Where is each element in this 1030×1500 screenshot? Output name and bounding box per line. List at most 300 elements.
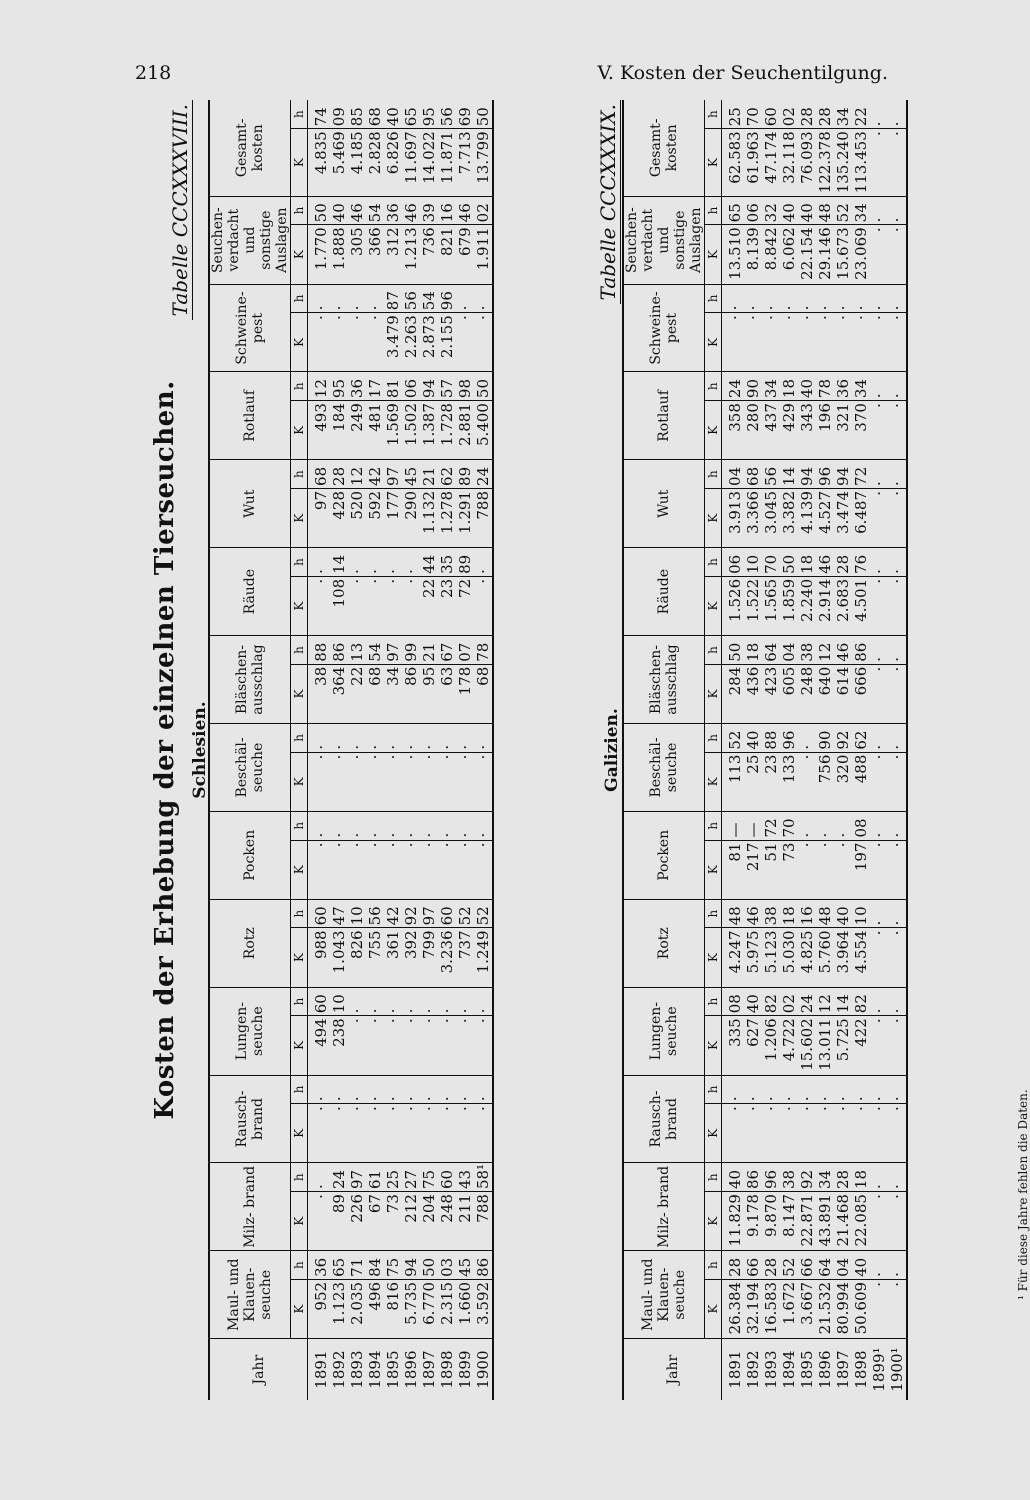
kronen-cell: 2.683 — [834, 576, 852, 635]
kronen-cell: · — [308, 313, 331, 372]
kronen-cell: 4.185 — [348, 129, 366, 196]
heller-cell: 28 — [722, 1251, 745, 1280]
year-cell: 1896 — [402, 1350, 420, 1389]
region-heading-galizien: Galizien. — [602, 708, 622, 792]
kronen-cell: 1.278 — [438, 488, 456, 547]
heller-cell: 18 — [744, 636, 762, 665]
kronen-cell: 5.735 — [402, 1279, 420, 1338]
heller-cell: 07 — [456, 636, 474, 665]
heller-cell: 96 — [762, 1163, 780, 1192]
unit-header-heller: h — [291, 100, 308, 129]
kronen-cell: 212 — [402, 1192, 420, 1251]
heller-cell: 60 — [438, 899, 456, 928]
unit-header-kronen: K — [705, 488, 722, 547]
heller-cell: 92 — [402, 899, 420, 928]
kronen-cell: 1.522 — [744, 576, 762, 635]
heller-cell: · — [888, 987, 907, 1016]
heller-cell: 25 — [384, 1163, 402, 1192]
heller-cell: · — [402, 811, 420, 840]
kronen-cell: · — [744, 313, 762, 372]
kronen-cell: 81 — [722, 840, 745, 899]
kronen-cell: · — [456, 752, 474, 811]
heller-cell: 52 — [474, 899, 493, 928]
unit-header-kronen: K — [705, 752, 722, 811]
kronen-cell: · — [780, 1104, 798, 1163]
kronen-cell: · — [870, 1016, 888, 1075]
heller-cell: 28 — [762, 1251, 780, 1280]
kronen-cell: 6.770 — [420, 1279, 438, 1338]
kronen-cell: 640 — [816, 664, 834, 723]
heller-cell: 72 — [762, 811, 780, 840]
heller-cell: 65 — [402, 100, 420, 129]
kronen-cell: · — [348, 752, 366, 811]
heller-cell: 44 — [420, 548, 438, 577]
kronen-cell: 1.502 — [402, 401, 420, 460]
kronen-cell: · — [402, 576, 420, 635]
unit-header-heller: h — [291, 372, 308, 401]
kronen-cell: 67 — [366, 1192, 384, 1251]
kronen-cell: 2.240 — [798, 576, 816, 635]
column-header-disease: Lungen- seuche — [623, 987, 705, 1075]
kronen-cell: 437 — [762, 401, 780, 460]
kronen-cell: 6.062 — [780, 225, 798, 284]
unit-header-heller: h — [705, 284, 722, 313]
heller-cell: 03 — [438, 1251, 456, 1280]
kronen-cell: 21.532 — [816, 1279, 834, 1338]
heller-cell: · — [366, 284, 384, 313]
heller-cell: · — [870, 724, 888, 753]
heller-cell: 90 — [816, 724, 834, 753]
kronen-cell: 488 — [852, 752, 870, 811]
kronen-cell: 4.722 — [780, 1016, 798, 1075]
heller-cell: 34 — [816, 1163, 834, 1192]
heller-cell: · — [780, 284, 798, 313]
kronen-cell: · — [870, 840, 888, 899]
heller-cell: 75 — [420, 1163, 438, 1192]
heller-cell: · — [330, 284, 348, 313]
kronen-cell: 50.609 — [852, 1279, 870, 1338]
heller-cell: · — [308, 724, 331, 753]
kronen-cell: · — [420, 840, 438, 899]
kronen-cell: 4.835 — [308, 129, 331, 196]
heller-cell: 08 — [852, 811, 870, 840]
unit-header-kronen: K — [291, 1016, 308, 1075]
kronen-cell: 2.828 — [366, 129, 384, 196]
kronen-cell: 43.891 — [816, 1192, 834, 1251]
year-cell: 1898 — [852, 1350, 870, 1389]
kronen-cell: 1.859 — [780, 576, 798, 635]
table-row — [456, 100, 474, 1400]
kronen-cell: 428 — [330, 488, 348, 547]
heller-cell: 46 — [744, 899, 762, 928]
footnote: ¹ Für diese Jahre fehlen die Daten. — [1016, 1089, 1030, 1300]
kronen-cell: 113 — [722, 752, 745, 811]
unit-header-kronen: K — [291, 576, 308, 635]
kronen-cell: · — [888, 225, 907, 284]
heller-cell: 99 — [402, 636, 420, 665]
heller-cell: 47 — [330, 899, 348, 928]
kronen-cell: 23 — [438, 576, 456, 635]
kronen-cell: 423 — [762, 664, 780, 723]
heller-cell: 08 — [722, 987, 745, 1016]
kronen-cell: · — [870, 1279, 888, 1338]
heller-cell: 38 — [798, 636, 816, 665]
kronen-cell: 1.565 — [762, 576, 780, 635]
heller-cell: 39 — [420, 196, 438, 225]
heller-cell: 94 — [402, 1251, 420, 1280]
kronen-cell: 679 — [456, 225, 474, 284]
heller-cell: — — [722, 811, 745, 840]
kronen-cell: 481 — [366, 401, 384, 460]
heller-cell: · — [870, 372, 888, 401]
kronen-cell: · — [722, 1104, 745, 1163]
kronen-cell: · — [816, 1104, 834, 1163]
heller-cell: · — [348, 548, 366, 577]
kronen-cell: 5.725 — [834, 1016, 852, 1075]
unit-header-heller: h — [705, 460, 722, 489]
heller-cell: · — [366, 548, 384, 577]
kronen-cell: · — [870, 129, 888, 196]
kronen-cell: · — [456, 313, 474, 372]
unit-header-kronen: K — [291, 1279, 308, 1338]
kronen-cell: 5.975 — [744, 928, 762, 987]
table-row — [348, 100, 366, 1400]
heller-cell: 78 — [474, 636, 493, 665]
table-row — [816, 100, 834, 1400]
heller-cell: · — [384, 811, 402, 840]
year-cell: 1892 — [330, 1350, 348, 1389]
kronen-cell: 89 — [330, 1192, 348, 1251]
unit-header-heller: h — [291, 899, 308, 928]
heller-cell: 36 — [834, 372, 852, 401]
heller-cell: 48 — [816, 196, 834, 225]
unit-header-kronen: K — [291, 1104, 308, 1163]
column-header-disease: Rotlauf — [209, 372, 291, 460]
unit-header-heller: h — [291, 284, 308, 313]
heller-cell: 88 — [762, 724, 780, 753]
kronen-cell: 496 — [366, 1279, 384, 1338]
kronen-cell: 3.236 — [438, 928, 456, 987]
kronen-cell: · — [722, 313, 745, 372]
heller-cell: · — [722, 1075, 745, 1104]
kronen-cell: 5.469 — [330, 129, 348, 196]
heller-cell: · — [762, 1075, 780, 1104]
kronen-cell: 1.672 — [780, 1279, 798, 1338]
unit-header-heller: h — [705, 899, 722, 928]
unit-header-kronen: K — [705, 313, 722, 372]
kronen-cell: 23 — [762, 752, 780, 811]
heller-cell: 24 — [798, 987, 816, 1016]
unit-header-kronen: K — [705, 1016, 722, 1075]
column-header-disease: Milz- brand — [623, 1163, 705, 1251]
heller-cell: · — [402, 1075, 420, 1104]
column-header-disease: Maul- und Klauen- seuche — [209, 1251, 291, 1339]
kronen-cell: · — [870, 752, 888, 811]
unit-header-kronen: K — [705, 1104, 722, 1163]
heller-cell: · — [474, 987, 493, 1016]
table-row — [744, 100, 762, 1400]
kronen-cell: 366 — [366, 225, 384, 284]
kronen-cell: 3.479 — [384, 313, 402, 372]
unit-header-kronen: K — [705, 664, 722, 723]
kronen-cell: 13.510 — [722, 225, 745, 284]
unit-header-kronen: K — [291, 1192, 308, 1251]
heller-cell: · — [366, 811, 384, 840]
heller-cell: · — [870, 811, 888, 840]
unit-header-heller: h — [291, 987, 308, 1016]
kronen-cell: 358 — [722, 401, 745, 460]
heller-cell: · — [348, 284, 366, 313]
heller-cell: · — [384, 724, 402, 753]
kronen-cell: 988 — [308, 928, 331, 987]
kronen-cell: 204 — [420, 1192, 438, 1251]
kronen-cell: 3.474 — [834, 488, 852, 547]
heller-cell: · — [852, 284, 870, 313]
heller-cell: 56 — [402, 284, 420, 313]
heller-cell: 45 — [456, 1251, 474, 1280]
kronen-cell: · — [402, 1104, 420, 1163]
heller-cell: 62 — [852, 724, 870, 753]
heller-cell: 13 — [348, 636, 366, 665]
heller-cell: 21 — [420, 636, 438, 665]
column-header-disease: Rausch- brand — [623, 1075, 705, 1163]
heller-cell: · — [888, 100, 907, 129]
kronen-cell: 9.870 — [762, 1192, 780, 1251]
kronen-cell: · — [456, 1104, 474, 1163]
kronen-cell: 21.468 — [834, 1192, 852, 1251]
kronen-cell: · — [366, 313, 384, 372]
heller-cell: 56 — [762, 460, 780, 489]
kronen-cell: 177 — [384, 488, 402, 547]
kronen-cell: 68 — [474, 664, 493, 723]
heller-cell: · — [744, 284, 762, 313]
kronen-cell: 3.667 — [798, 1279, 816, 1338]
heller-cell: 56 — [438, 100, 456, 129]
kronen-cell: 15.673 — [834, 225, 852, 284]
heller-cell: 10 — [330, 987, 348, 1016]
heller-cell: 18 — [780, 372, 798, 401]
kronen-cell: 122.378 — [816, 129, 834, 196]
kronen-cell: · — [474, 313, 493, 372]
kronen-cell: 61.963 — [744, 129, 762, 196]
heller-cell: 14 — [330, 548, 348, 577]
kronen-cell: · — [402, 752, 420, 811]
kronen-cell: 8.842 — [762, 225, 780, 284]
heller-cell: 92 — [834, 724, 852, 753]
kronen-cell: · — [348, 1016, 366, 1075]
kronen-cell: 113.453 — [852, 129, 870, 196]
kronen-cell: 2.914 — [816, 576, 834, 635]
heller-cell: · — [366, 1075, 384, 1104]
kronen-cell: 73 — [384, 1192, 402, 1251]
kronen-cell: 429 — [780, 401, 798, 460]
unit-header-heller: h — [291, 1251, 308, 1280]
heller-cell: · — [798, 811, 816, 840]
kronen-cell: 2.263 — [402, 313, 420, 372]
kronen-cell: · — [888, 1104, 907, 1163]
kronen-cell: 5.123 — [762, 928, 780, 987]
heller-cell: 95 — [420, 100, 438, 129]
heller-cell: · — [888, 811, 907, 840]
kronen-cell: 63 — [438, 664, 456, 723]
kronen-cell: 952 — [308, 1279, 331, 1338]
kronen-cell: · — [474, 576, 493, 635]
table-galizien — [622, 100, 908, 1400]
heller-cell: 76 — [852, 548, 870, 577]
kronen-cell: 133 — [780, 752, 798, 811]
kronen-cell: · — [888, 488, 907, 547]
column-header-disease: Seuchen- verdacht und sonstige Auslagen — [209, 196, 291, 284]
heller-cell: 52 — [722, 724, 745, 753]
column-header-disease: Beschäl- seuche — [209, 724, 291, 812]
kronen-cell: 178 — [456, 664, 474, 723]
kronen-cell: 1.911 — [474, 225, 493, 284]
kronen-cell: 8.139 — [744, 225, 762, 284]
kronen-cell: 1.249 — [474, 928, 493, 987]
kronen-cell: 614 — [834, 664, 852, 723]
heller-cell: 36 — [384, 196, 402, 225]
column-header-disease: Bläschen- ausschlag — [209, 636, 291, 724]
heller-cell: 62 — [438, 460, 456, 489]
region-heading-schlesien: Schlesien. — [190, 701, 210, 799]
heller-cell: 66 — [798, 1251, 816, 1280]
heller-cell: · — [816, 1075, 834, 1104]
kronen-cell: · — [474, 752, 493, 811]
heller-cell: 27 — [402, 1163, 420, 1192]
kronen-cell: 95 — [420, 664, 438, 723]
unit-header-kronen: K — [705, 840, 722, 899]
heller-cell: 95 — [330, 372, 348, 401]
unit-header-kronen: K — [291, 488, 308, 547]
kronen-cell: 6.826 — [384, 129, 402, 196]
kronen-cell: 184 — [330, 401, 348, 460]
kronen-cell: · — [888, 1279, 907, 1338]
kronen-cell: 494 — [308, 1016, 331, 1075]
kronen-cell: · — [308, 840, 331, 899]
kronen-cell: · — [870, 1192, 888, 1251]
table-row — [384, 100, 402, 1400]
heller-cell: 24 — [474, 460, 493, 489]
heller-cell: · — [888, 284, 907, 313]
heller-cell: 34 — [762, 372, 780, 401]
heller-cell: 25 — [722, 100, 745, 129]
heller-cell: · — [348, 1075, 366, 1104]
heller-cell: 87 — [384, 284, 402, 313]
kronen-cell: 1.291 — [456, 488, 474, 547]
kronen-cell: · — [348, 1104, 366, 1163]
kronen-cell: · — [456, 1016, 474, 1075]
table-row — [780, 100, 798, 1400]
column-header-disease: Wut — [209, 460, 291, 548]
heller-cell: · — [870, 987, 888, 1016]
kronen-cell: 238 — [330, 1016, 348, 1075]
heller-cell: 43 — [456, 1163, 474, 1192]
year-cell: 1900 — [474, 1350, 492, 1389]
table-label-schlesien: Tabelle CCCXXXVIII. — [168, 100, 193, 320]
heller-cell: 48 — [816, 899, 834, 928]
kronen-cell: · — [888, 840, 907, 899]
unit-header-kronen: K — [705, 576, 722, 635]
kronen-cell: 392 — [402, 928, 420, 987]
heller-cell: 96 — [780, 724, 798, 753]
year-cell: 1900¹ — [888, 1347, 906, 1392]
table-row — [888, 100, 907, 1400]
kronen-cell: · — [888, 129, 907, 196]
kronen-cell: · — [384, 840, 402, 899]
heller-cell: · — [308, 811, 331, 840]
unit-header-heller: h — [291, 460, 308, 489]
heller-cell: 97 — [384, 636, 402, 665]
kronen-cell: · — [870, 576, 888, 635]
heller-cell: · — [420, 987, 438, 1016]
table-label-galizien: Tabelle CCCXXXIX. — [596, 100, 621, 304]
kronen-cell: 1.660 — [456, 1279, 474, 1338]
heller-cell: · — [474, 284, 493, 313]
heller-cell: 66 — [744, 1251, 762, 1280]
heller-cell: · — [888, 724, 907, 753]
heller-cell: 92 — [798, 1163, 816, 1192]
kronen-cell: 320 — [834, 752, 852, 811]
heller-cell: 36 — [308, 1251, 331, 1280]
column-header-disease: Rausch- brand — [209, 1075, 291, 1163]
heller-cell: · — [870, 100, 888, 129]
kronen-cell: 7.713 — [456, 129, 474, 196]
unit-header-heller: h — [705, 987, 722, 1016]
column-header-year: Jahr — [623, 1339, 722, 1400]
heller-cell: 96 — [438, 284, 456, 313]
kronen-cell: · — [834, 840, 852, 899]
heller-cell: · — [888, 196, 907, 225]
kronen-cell: 736 — [420, 225, 438, 284]
heller-cell: 40 — [780, 196, 798, 225]
heller-cell: 50 — [722, 636, 745, 665]
kronen-cell: 361 — [384, 928, 402, 987]
column-header-disease: Pocken — [623, 811, 705, 899]
unit-header-kronen: K — [291, 401, 308, 460]
kronen-cell: 62.583 — [722, 129, 745, 196]
kronen-cell: · — [420, 1104, 438, 1163]
kronen-cell: · — [348, 840, 366, 899]
heller-cell: · — [348, 724, 366, 753]
heller-cell: 42 — [366, 460, 384, 489]
heller-cell: · — [870, 1163, 888, 1192]
column-header-disease: Rotlauf — [623, 372, 705, 460]
kronen-cell: · — [402, 1016, 420, 1075]
unit-header-heller: h — [705, 636, 722, 665]
heller-cell: · — [888, 1075, 907, 1104]
heller-cell: 54 — [366, 636, 384, 665]
kronen-cell: 3.964 — [834, 928, 852, 987]
heller-cell: 50 — [474, 100, 493, 129]
kronen-cell: 305 — [348, 225, 366, 284]
kronen-cell: 38 — [308, 664, 331, 723]
year-cell: 1897 — [420, 1350, 438, 1389]
kronen-cell: 493 — [308, 401, 331, 460]
kronen-cell: 2.881 — [456, 401, 474, 460]
heller-cell: 40 — [330, 196, 348, 225]
heller-cell: · — [888, 636, 907, 665]
heller-cell: · — [474, 548, 493, 577]
heller-cell: · — [366, 987, 384, 1016]
heller-cell: 60 — [308, 899, 331, 928]
kronen-cell: · — [456, 840, 474, 899]
heller-cell: 60 — [762, 100, 780, 129]
kronen-cell: · — [308, 752, 331, 811]
page-number: 218 — [135, 62, 172, 84]
year-cell: 1899¹ — [870, 1347, 888, 1392]
heller-cell: 35 — [438, 548, 456, 577]
kronen-cell: · — [870, 401, 888, 460]
